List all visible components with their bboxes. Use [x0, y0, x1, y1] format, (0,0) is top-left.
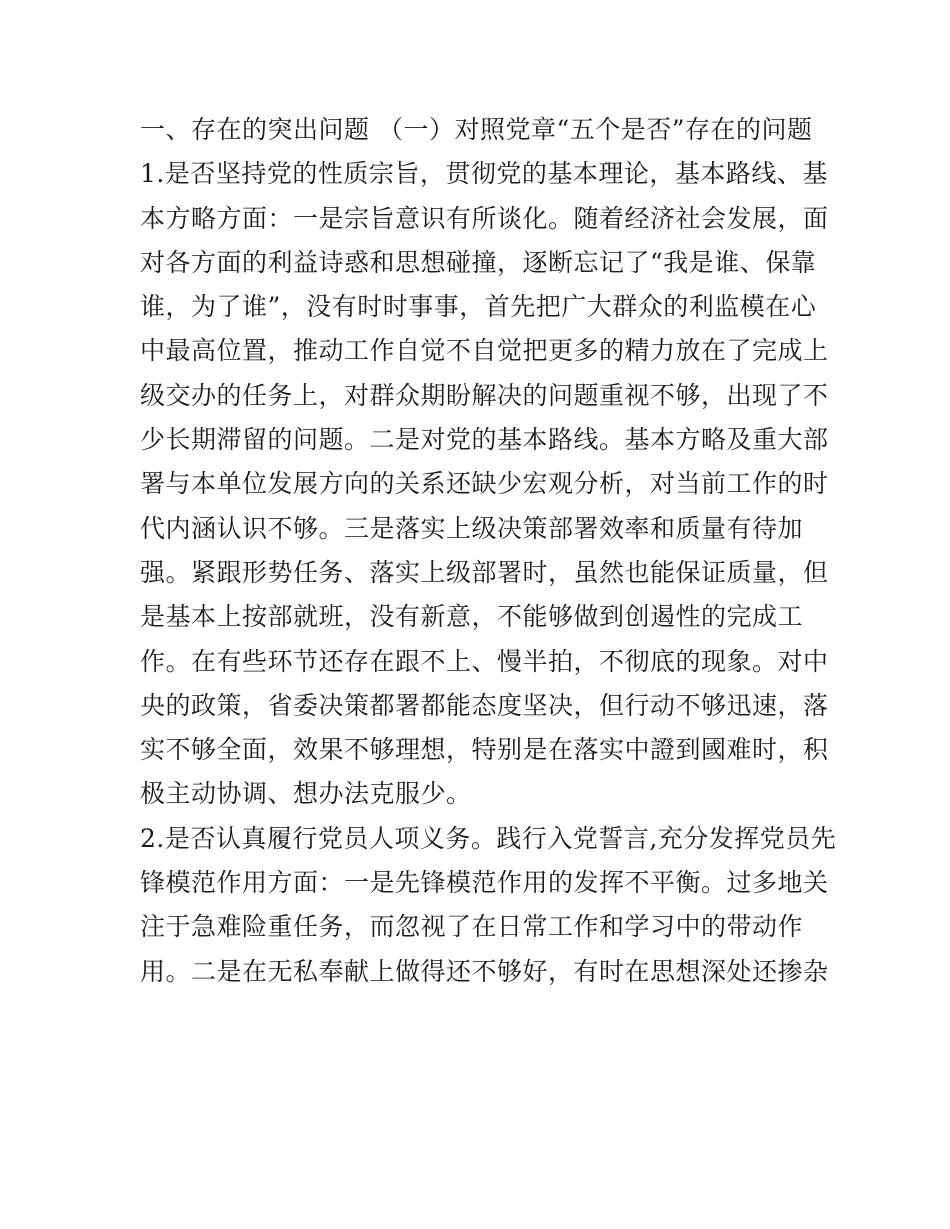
paragraph-line: 本方略方面：一是宗旨意识有所谈化。随着经济社会发展，面 [140, 203, 829, 233]
paragraph-line: 锋模范作用方面：一是先锋模范作用的发挥不平衡。过多地关 [140, 868, 829, 898]
paragraph-line: 注于急难险重任务，而忽视了在日常工作和学习中的带动作 [140, 912, 804, 942]
paragraph-line: 强。紧跟形势任务、落实上级部署时，虽然也能保证质量，但 [140, 557, 829, 587]
paragraph-line: 极主动协调、想办法克服少。 [140, 779, 472, 809]
paragraph-line: 用。二是在无私奉献上做得还不够好，有时在思想深处还掺杂 [140, 956, 829, 986]
paragraph-line: 署与本单位发展方向的关系还缺少宏观分析，对当前工作的时 [140, 469, 829, 499]
paragraph-line: 是基本上按部就班，没有新意，不能够做到创遏性的完成工 [140, 602, 804, 632]
paragraph-line: 实不够全面，效果不够理想，特别是在落实中證到國难时，积 [140, 735, 829, 765]
paragraph-line: 作。在有些环节还存在跟不上、慢半拍，不彻底的现象。对中 [140, 646, 829, 676]
paragraph-line: 2.是否认真履行党员人项义务。践行入党誓言,充分发挥党员先 [140, 823, 837, 853]
paragraph-line: 央的政策，省委决策都署都能态度坚决，但行动不够迅速，落 [140, 690, 829, 720]
paragraph-line: 代内涵认识不够。三是落实上级决策部署效率和质量有待加 [140, 513, 804, 543]
paragraph-line: 少长期滞留的问题。二是对党的基本路线。基本方略及重大部 [140, 425, 829, 455]
paragraph-line: 级交办的任务上，对群众期盼解决的问题重视不够，出现了不 [140, 380, 829, 410]
paragraph-line: 对各方面的利益诗惑和思想碰撞，逐断忘记了“我是谁、保靠 [140, 247, 817, 277]
paragraph-line: 谁，为了谁”，没有时时事事，首先把广大群众的利监模在心 [140, 292, 817, 322]
paragraph-line: 中最高位置，推动工作自觉不自觉把更多的精力放在了完成上 [140, 336, 829, 366]
paragraph-line: 1.是否坚持党的性质宗旨，贯彻党的基本理论，基本路线、基 [140, 159, 828, 189]
section-heading: 一、存在的突出问题 （一）对照党章“五个是否”存在的问题 [140, 115, 813, 144]
document-body [140, 110, 837, 996]
